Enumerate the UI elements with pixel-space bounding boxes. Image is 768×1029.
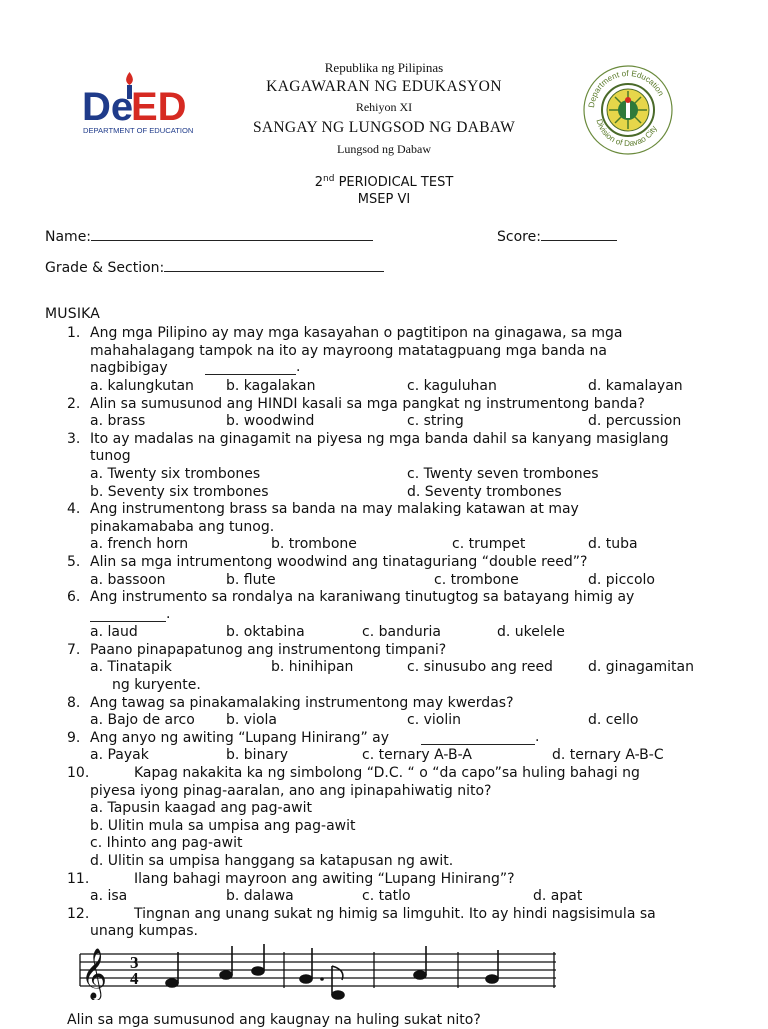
question-line: d. Seventy trombones — [407, 484, 562, 500]
question-line: Paano pinapapatunog ang instrumentong timpani? — [90, 642, 447, 658]
q9-answer-blank[interactable] — [421, 732, 535, 745]
question-line: tunog — [90, 448, 131, 464]
question-line: d. percussion — [588, 413, 682, 429]
svg-text:De: De — [82, 85, 134, 129]
question-line: c. kaguluhan — [407, 378, 497, 394]
question-line: Ang anyo ng awiting “Lupang Hinirang” ay — [90, 730, 390, 746]
question-line: 8. — [67, 695, 81, 711]
treble-clef-icon — [81, 948, 107, 1000]
svg-text:ED: ED — [131, 85, 187, 129]
question-line: unang kumpas. — [90, 923, 198, 939]
score-label: Score: — [497, 229, 541, 245]
question-line: 6. — [67, 589, 81, 605]
question-line: b. trombone — [271, 536, 357, 552]
question-line: a. brass — [90, 413, 146, 429]
question-line: 9. — [67, 730, 81, 746]
question-line: 4. — [67, 501, 81, 517]
question-line: Alin sa mga sumusunod ang kaugnay na huling sukat nito? — [67, 1012, 481, 1028]
question-line: 12. — [67, 906, 90, 922]
header-division: SANGAY NG LUNGSOD NG DABAW — [252, 119, 516, 136]
svg-text:𝄞: 𝄞 — [81, 948, 108, 999]
question-line: d. ginagamitan — [588, 659, 694, 675]
question-line: a. Payak — [90, 747, 149, 763]
question-line: d. piccolo — [588, 572, 655, 588]
question-line: c. sinusubo ang reed — [407, 659, 553, 675]
question-line: c. tatlo — [362, 888, 411, 904]
question-line: c. Twenty seven trombones — [407, 466, 599, 482]
question-line: d. ternary A-B-C — [552, 747, 664, 763]
header-city: Lungsod ng Dabaw — [337, 142, 431, 156]
question-line: Kapag nakakita ka ng simbolong “D.C. “ o “da capo”sa huling bahagi ng — [134, 765, 640, 781]
question-line: Tingnan ang unang sukat ng himig sa limguhit. Ito ay hindi nagsisimula sa — [134, 906, 656, 922]
question-line: a. Twenty six trombones — [90, 466, 261, 482]
question-line: c. trumpet — [452, 536, 526, 552]
question-line: d. apat — [533, 888, 583, 904]
question-line: c. trombone — [434, 572, 519, 588]
question-line: Ang tawag sa pinakamalaking instrumentong may kwerdas? — [90, 695, 514, 711]
time-signature-bottom: 4 — [130, 969, 139, 988]
deped-subtitle: DEPARTMENT OF EDUCATION — [83, 126, 194, 135]
question-line: a. isa — [90, 888, 128, 904]
question-line: a. bassoon — [90, 572, 166, 588]
grade-section-label: Grade & Section: — [45, 260, 165, 276]
header-republic: Republika ng Pilipinas — [324, 60, 444, 75]
question-line: mahahalagang tampok na ito ay mayroong matatagpuang mga banda na — [90, 343, 607, 359]
name-blank[interactable] — [91, 226, 373, 241]
question-line: Ilang bahagi mayroon ang awiting “Lupang Hinirang”? — [134, 871, 515, 887]
question-line: Ang instrumentong brass sa banda na may malaking katawan at may — [90, 501, 579, 517]
question-line: d. Ulitin sa umpisa hanggang sa katapusan ng awit. — [90, 853, 454, 869]
eighth-note-icon — [332, 966, 344, 999]
question-line: b. binary — [226, 747, 289, 763]
question-line: Alin sa mga intrumentong woodwind ang tinataguriang “double reed”? — [90, 554, 588, 570]
question-line: c. violin — [407, 712, 461, 728]
question-line: d. cello — [588, 712, 639, 728]
question-line: 7. — [67, 642, 81, 658]
question-line: a. Bajo de arco — [90, 712, 195, 728]
question-line: c. ternary A-B-A — [362, 747, 472, 763]
section-title: MUSIKA — [45, 306, 101, 322]
question-line: nagbibigay — [90, 360, 168, 376]
question-line: piyesa iyong pinag-aaralan, ano ang ipinapahiwatig nito? — [90, 783, 492, 799]
question-line: pinakamababa ang tunog. — [90, 519, 275, 535]
name-field — [45, 226, 373, 245]
question-line: Alin sa sumusunod ang HINDI kasali sa mga pangkat ng instrumentong banda? — [90, 396, 645, 412]
question-line: d. tuba — [588, 536, 638, 552]
music-staff — [78, 944, 558, 1000]
question-line: d. kamalayan — [588, 378, 683, 394]
question-line: ng kuryente. — [112, 677, 201, 693]
question-line: a. french horn — [90, 536, 189, 552]
question-line: b. kagalakan — [226, 378, 316, 394]
quarter-note-icon — [252, 944, 264, 975]
header-department: KAGAWARAN NG EDUKASYON — [266, 78, 502, 95]
question-line: Ang mga Pilipino ay may mga kasayahan o pagtitipon na ginagawa, sa mga — [90, 325, 623, 341]
grade-section-blank[interactable] — [164, 257, 384, 272]
question-line: b. dalawa — [226, 888, 294, 904]
q1-answer-blank[interactable] — [205, 362, 296, 375]
question-line: 10. — [67, 765, 90, 781]
header-region: Rehiyon XI — [355, 100, 413, 114]
question-line: c. string — [407, 413, 464, 429]
question-line: b. woodwind — [226, 413, 315, 429]
question-line: 5. — [67, 554, 81, 570]
test-title: 2nd PERIODICAL TEST — [314, 174, 454, 190]
question-line: Ang instrumento sa rondalya na karaniwang tinutugtog sa batayang himig ay — [90, 589, 635, 605]
question-line: a. Tapusin kaagad ang pag-awit — [90, 800, 312, 816]
svg-text:Department of Education: Department of Education — [587, 68, 666, 109]
question-line: Ito ay madalas na ginagamit na piyesa ng mga banda dahil sa kanyang masiglang — [90, 431, 669, 447]
question-line: a. laud — [90, 624, 138, 640]
grade-section-field — [45, 257, 384, 276]
question-line: b. flute — [226, 572, 276, 588]
time-signature-top: 3 — [130, 953, 139, 972]
question-line: b. Ulitin mula sa umpisa ang pag-awit — [90, 818, 356, 834]
score-field — [497, 226, 617, 245]
question-line: c. Ihinto ang pag-awit — [90, 835, 243, 851]
question-line: c. banduria — [362, 624, 441, 640]
question-line: b. viola — [226, 712, 277, 728]
test-subject: MSEP VI — [357, 192, 411, 207]
quarter-note-icon — [486, 950, 498, 983]
question-line: 1. — [67, 325, 81, 341]
score-blank[interactable] — [541, 226, 617, 241]
question-line: 3. — [67, 431, 81, 447]
question-line: b. Seventy six trombones — [90, 484, 269, 500]
svg-text:Division of Davao City: Division of Davao City — [594, 118, 659, 149]
question-line: a. Tinatapik — [90, 659, 172, 675]
name-label: Name: — [45, 229, 92, 245]
q6-answer-blank[interactable] — [90, 609, 166, 622]
question-line: d. ukelele — [497, 624, 565, 640]
question-line: 11. — [67, 871, 90, 887]
question-line: 2. — [67, 396, 81, 412]
question-line: b. oktabina — [226, 624, 305, 640]
question-line: b. hinihipan — [271, 659, 354, 675]
question-line: a. kalungkutan — [90, 378, 194, 394]
